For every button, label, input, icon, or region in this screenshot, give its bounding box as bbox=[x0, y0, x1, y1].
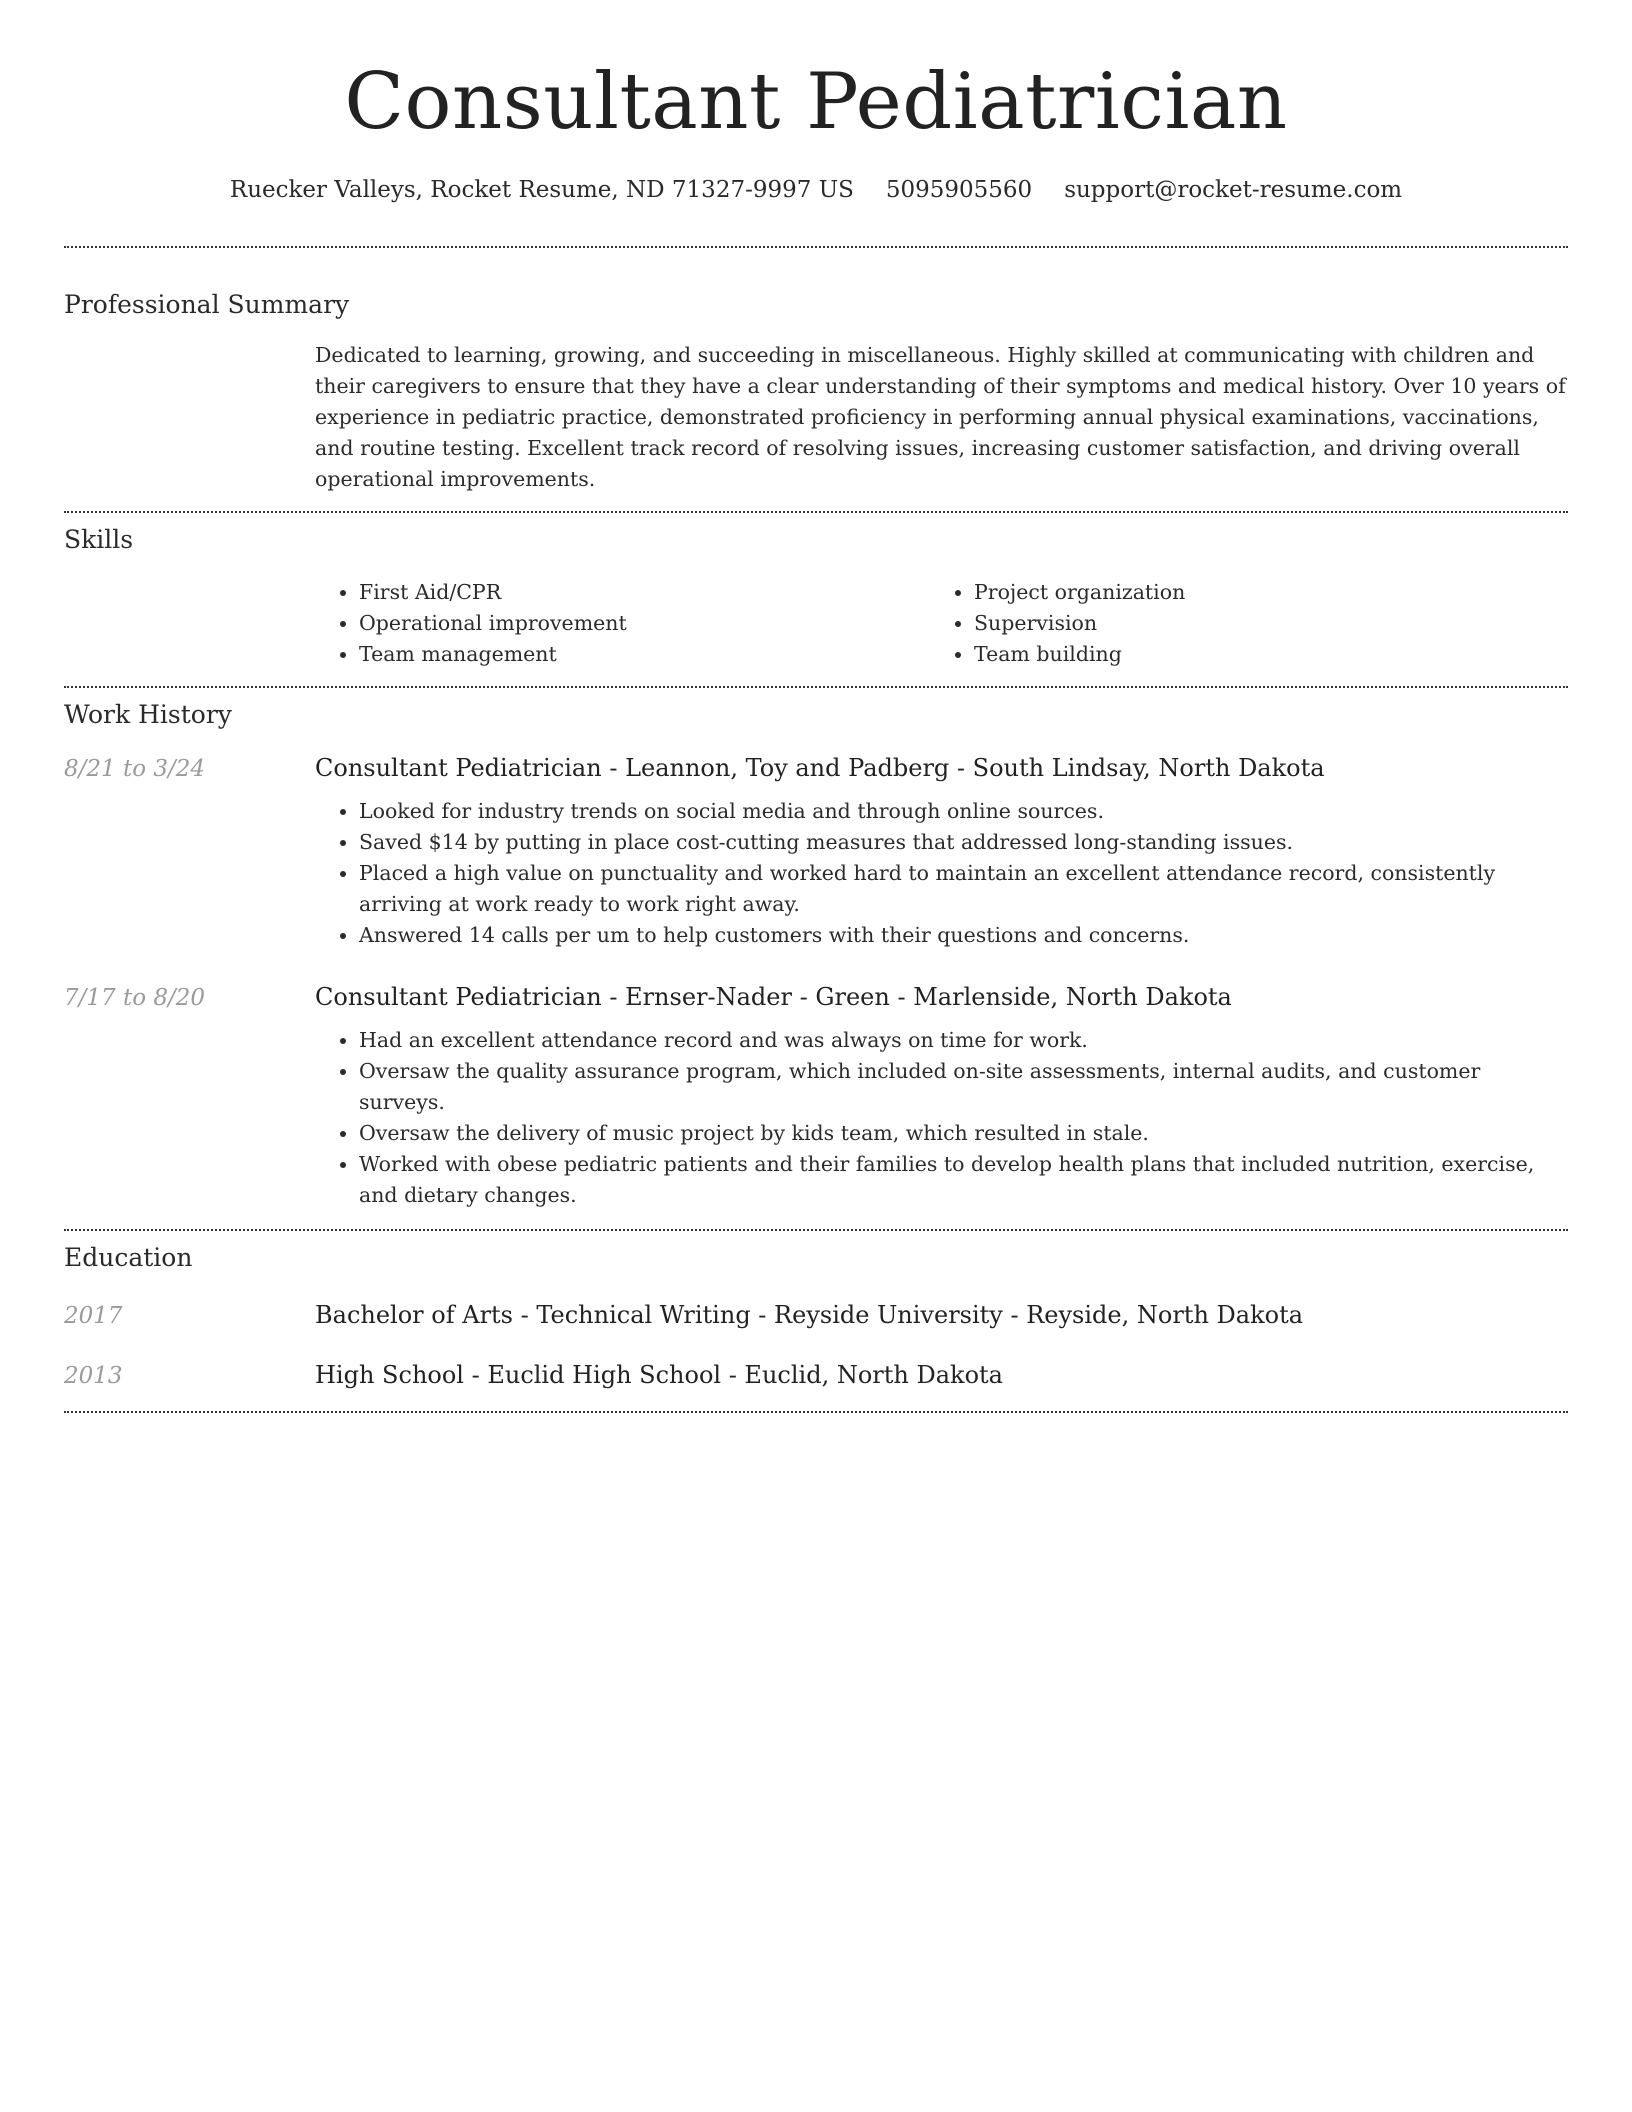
skill-item: • Supervision bbox=[974, 608, 1545, 639]
job-bullet: • Looked for industry trends on social media and through online sources. bbox=[359, 796, 1568, 827]
summary-text: Dedicated to learning, growing, and succeeding in miscellaneous. Highly skilled at communicating with children and their caregivers to ensure that they have a clear understanding of their symptoms and medical history. Over 10 years of experience in pediatric practice, demonstrated proficiency in performing annual physical examinations, vaccinations, and routine testing. Excellent track record of resolving issues, increasing customer satisfaction, and driving overall operational improvements. bbox=[315, 343, 1566, 491]
job-dates: 7/17 to 8/20 bbox=[64, 985, 206, 1011]
divider-header bbox=[64, 246, 1568, 248]
job-bullets bbox=[315, 1025, 1568, 1211]
skill-item: • Project organization bbox=[974, 577, 1545, 608]
job-dates: 8/21 to 3/24 bbox=[64, 756, 206, 782]
education-heading: Education bbox=[64, 1243, 193, 1272]
education-title: High School - Euclid High School - Euclid, North Dakota bbox=[315, 1361, 1003, 1389]
job-title: Consultant Pediatrician - Ernser-Nader - Green - Marlenside, North Dakota bbox=[315, 983, 1232, 1011]
job-bullet: • Answered 14 calls per um to help customers with their questions and concerns. bbox=[359, 920, 1568, 951]
work-heading: Work History bbox=[64, 700, 232, 729]
education-year: 2013 bbox=[64, 1363, 123, 1389]
job-title: Consultant Pediatrician - Leannon, Toy and Padberg - South Lindsay, North Dakota bbox=[315, 754, 1325, 782]
skills-heading: Skills bbox=[64, 525, 134, 554]
job-entry bbox=[64, 754, 1568, 951]
education-entry bbox=[64, 1301, 1568, 1329]
summary-heading: Professional Summary bbox=[64, 290, 350, 319]
job-bullet: • Placed a high value on punctuality and worked hard to maintain an excellent attendance record, consistently arriving at work ready to work right away. bbox=[359, 858, 1568, 920]
divider-work bbox=[64, 1229, 1568, 1231]
contact-address: Ruecker Valleys, Rocket Resume, ND 71327-9997 US bbox=[229, 177, 854, 203]
skill-item: • Team building bbox=[974, 639, 1545, 670]
summary-section bbox=[64, 288, 1568, 495]
job-bullet: • Saved $14 by putting in place cost-cutting measures that addressed long-standing issues. bbox=[359, 827, 1568, 858]
skills-list-right bbox=[930, 577, 1545, 670]
contact-email: support@rocket-resume.com bbox=[1064, 177, 1403, 203]
education-title: Bachelor of Arts - Technical Writing - Reyside University - Reyside, North Dakota bbox=[315, 1301, 1304, 1329]
education-entry bbox=[64, 1361, 1568, 1389]
divider-education bbox=[64, 1411, 1568, 1413]
work-section bbox=[64, 698, 1568, 1211]
skill-item: • Operational improvement bbox=[359, 608, 930, 639]
skill-item: • First Aid/CPR bbox=[359, 577, 930, 608]
job-bullets bbox=[315, 796, 1568, 951]
skill-item: • Team management bbox=[359, 639, 930, 670]
contact-phone: 5095905560 bbox=[885, 177, 1033, 203]
divider-summary bbox=[64, 511, 1568, 513]
job-bullet: • Oversaw the delivery of music project by kids team, which resulted in stale. bbox=[359, 1118, 1568, 1149]
contact-line bbox=[64, 174, 1568, 206]
candidate-name: Consultant Pediatrician bbox=[344, 57, 1288, 147]
divider-skills bbox=[64, 686, 1568, 688]
job-bullet: • Oversaw the quality assurance program, which included on-site assessments, internal audits, and customer surveys. bbox=[359, 1056, 1568, 1118]
education-section bbox=[64, 1241, 1568, 1389]
skills-list-left bbox=[315, 577, 930, 670]
job-entry bbox=[64, 983, 1568, 1211]
job-bullet: • Worked with obese pediatric patients and their families to develop health plans that included nutrition, exercise, and dietary changes. bbox=[359, 1149, 1568, 1211]
job-bullet: • Had an excellent attendance record and was always on time for work. bbox=[359, 1025, 1568, 1056]
skills-section bbox=[64, 523, 1568, 670]
education-year: 2017 bbox=[64, 1303, 123, 1329]
